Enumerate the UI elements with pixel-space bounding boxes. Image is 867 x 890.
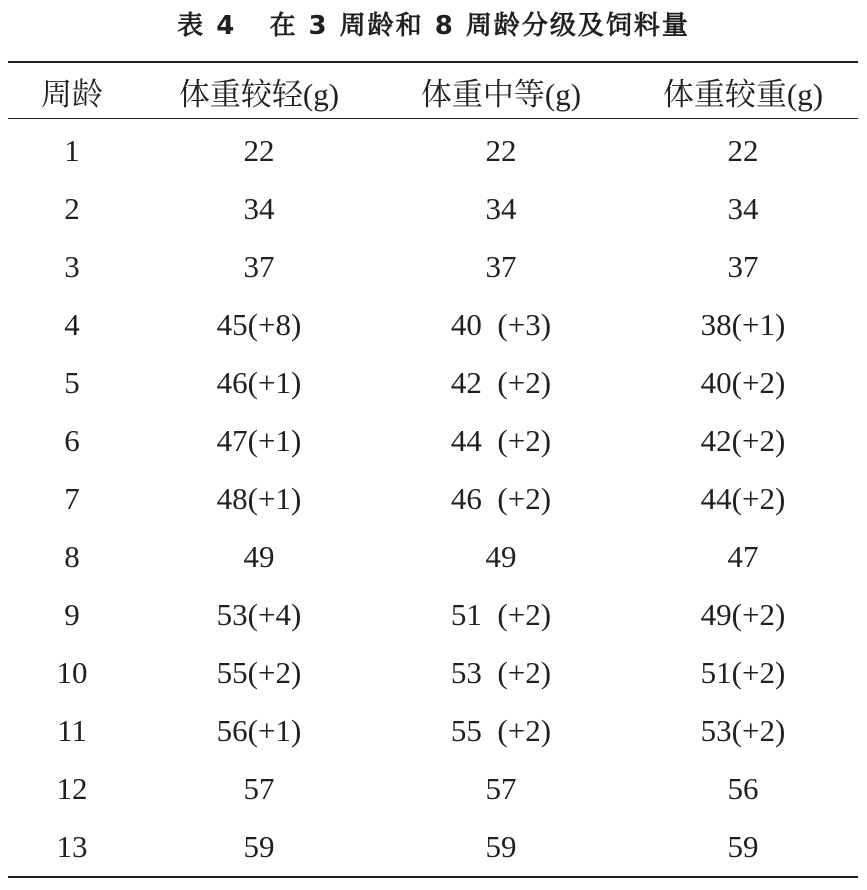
week-cell: 8 bbox=[64, 539, 80, 574]
table-row bbox=[0, 238, 867, 296]
heavy-weight-cell: 22 bbox=[727, 133, 759, 168]
medium-weight-cell: 42 (+2) bbox=[450, 365, 552, 400]
medium-weight-cell: 55 (+2) bbox=[450, 713, 552, 748]
table-row bbox=[0, 702, 867, 760]
header-medium-weight: 体重中等(g) bbox=[420, 76, 582, 112]
week-cell: 2 bbox=[64, 191, 80, 226]
light-weight-cell: 55(+2) bbox=[216, 655, 302, 690]
table-row bbox=[0, 354, 867, 412]
medium-weight-cell: 37 bbox=[485, 249, 517, 284]
light-weight-cell: 46(+1) bbox=[216, 365, 302, 400]
table-row bbox=[0, 818, 867, 876]
table-bottom-rule bbox=[8, 876, 858, 878]
light-weight-cell: 53(+4) bbox=[216, 597, 302, 632]
week-cell: 11 bbox=[57, 713, 87, 748]
light-weight-cell: 47(+1) bbox=[216, 423, 302, 458]
table-row bbox=[0, 412, 867, 470]
heavy-weight-cell: 59 bbox=[727, 829, 759, 864]
heavy-weight-cell: 38(+1) bbox=[700, 307, 786, 342]
week-cell: 13 bbox=[56, 829, 88, 864]
heavy-weight-cell: 40(+2) bbox=[700, 365, 786, 400]
table-caption: 表 4 在 3 周龄和 8 周龄分级及饲料量 bbox=[177, 11, 690, 41]
light-weight-cell: 45(+8) bbox=[216, 307, 302, 342]
light-weight-cell: 57 bbox=[243, 771, 275, 806]
week-cell: 12 bbox=[56, 771, 88, 806]
heavy-weight-cell: 51(+2) bbox=[700, 655, 786, 690]
heavy-weight-cell: 49(+2) bbox=[700, 597, 786, 632]
table-row bbox=[0, 470, 867, 528]
table-row bbox=[0, 122, 867, 180]
table-row bbox=[0, 180, 867, 238]
medium-weight-cell: 51 (+2) bbox=[450, 597, 552, 632]
light-weight-cell: 37 bbox=[243, 249, 275, 284]
table-row bbox=[0, 528, 867, 586]
week-cell: 10 bbox=[56, 655, 88, 690]
table-row bbox=[0, 586, 867, 644]
header-week-age: 周龄 bbox=[41, 76, 103, 112]
medium-weight-cell: 57 bbox=[485, 771, 517, 806]
medium-weight-cell: 46 (+2) bbox=[450, 481, 552, 516]
heavy-weight-cell: 47 bbox=[727, 539, 759, 574]
header-light-weight: 体重较轻(g) bbox=[178, 76, 340, 112]
light-weight-cell: 59 bbox=[243, 829, 275, 864]
medium-weight-cell: 49 bbox=[485, 539, 517, 574]
light-weight-cell: 48(+1) bbox=[216, 481, 302, 516]
week-cell: 1 bbox=[64, 133, 80, 168]
table-row bbox=[0, 644, 867, 702]
light-weight-cell: 22 bbox=[243, 133, 275, 168]
medium-weight-cell: 44 (+2) bbox=[450, 423, 552, 458]
header-heavy-weight: 体重较重(g) bbox=[662, 76, 824, 112]
table-body bbox=[0, 122, 867, 876]
week-cell: 6 bbox=[64, 423, 80, 458]
table-top-rule bbox=[8, 61, 858, 63]
week-cell: 4 bbox=[64, 307, 80, 342]
medium-weight-cell: 22 bbox=[485, 133, 517, 168]
heavy-weight-cell: 37 bbox=[727, 249, 759, 284]
light-weight-cell: 56(+1) bbox=[216, 713, 302, 748]
medium-weight-cell: 59 bbox=[485, 829, 517, 864]
heavy-weight-cell: 56 bbox=[727, 771, 759, 806]
medium-weight-cell: 34 bbox=[485, 191, 517, 226]
week-cell: 9 bbox=[64, 597, 80, 632]
medium-weight-cell: 40 (+3) bbox=[450, 307, 552, 342]
week-cell: 5 bbox=[64, 365, 80, 400]
header-divider-rule bbox=[8, 118, 858, 119]
light-weight-cell: 49 bbox=[243, 539, 275, 574]
week-cell: 3 bbox=[64, 249, 80, 284]
medium-weight-cell: 53 (+2) bbox=[450, 655, 552, 690]
heavy-weight-cell: 42(+2) bbox=[700, 423, 786, 458]
heavy-weight-cell: 34 bbox=[727, 191, 759, 226]
table-row bbox=[0, 760, 867, 818]
table-row bbox=[0, 296, 867, 354]
heavy-weight-cell: 53(+2) bbox=[700, 713, 786, 748]
week-cell: 7 bbox=[64, 481, 80, 516]
heavy-weight-cell: 44(+2) bbox=[700, 481, 786, 516]
light-weight-cell: 34 bbox=[243, 191, 275, 226]
